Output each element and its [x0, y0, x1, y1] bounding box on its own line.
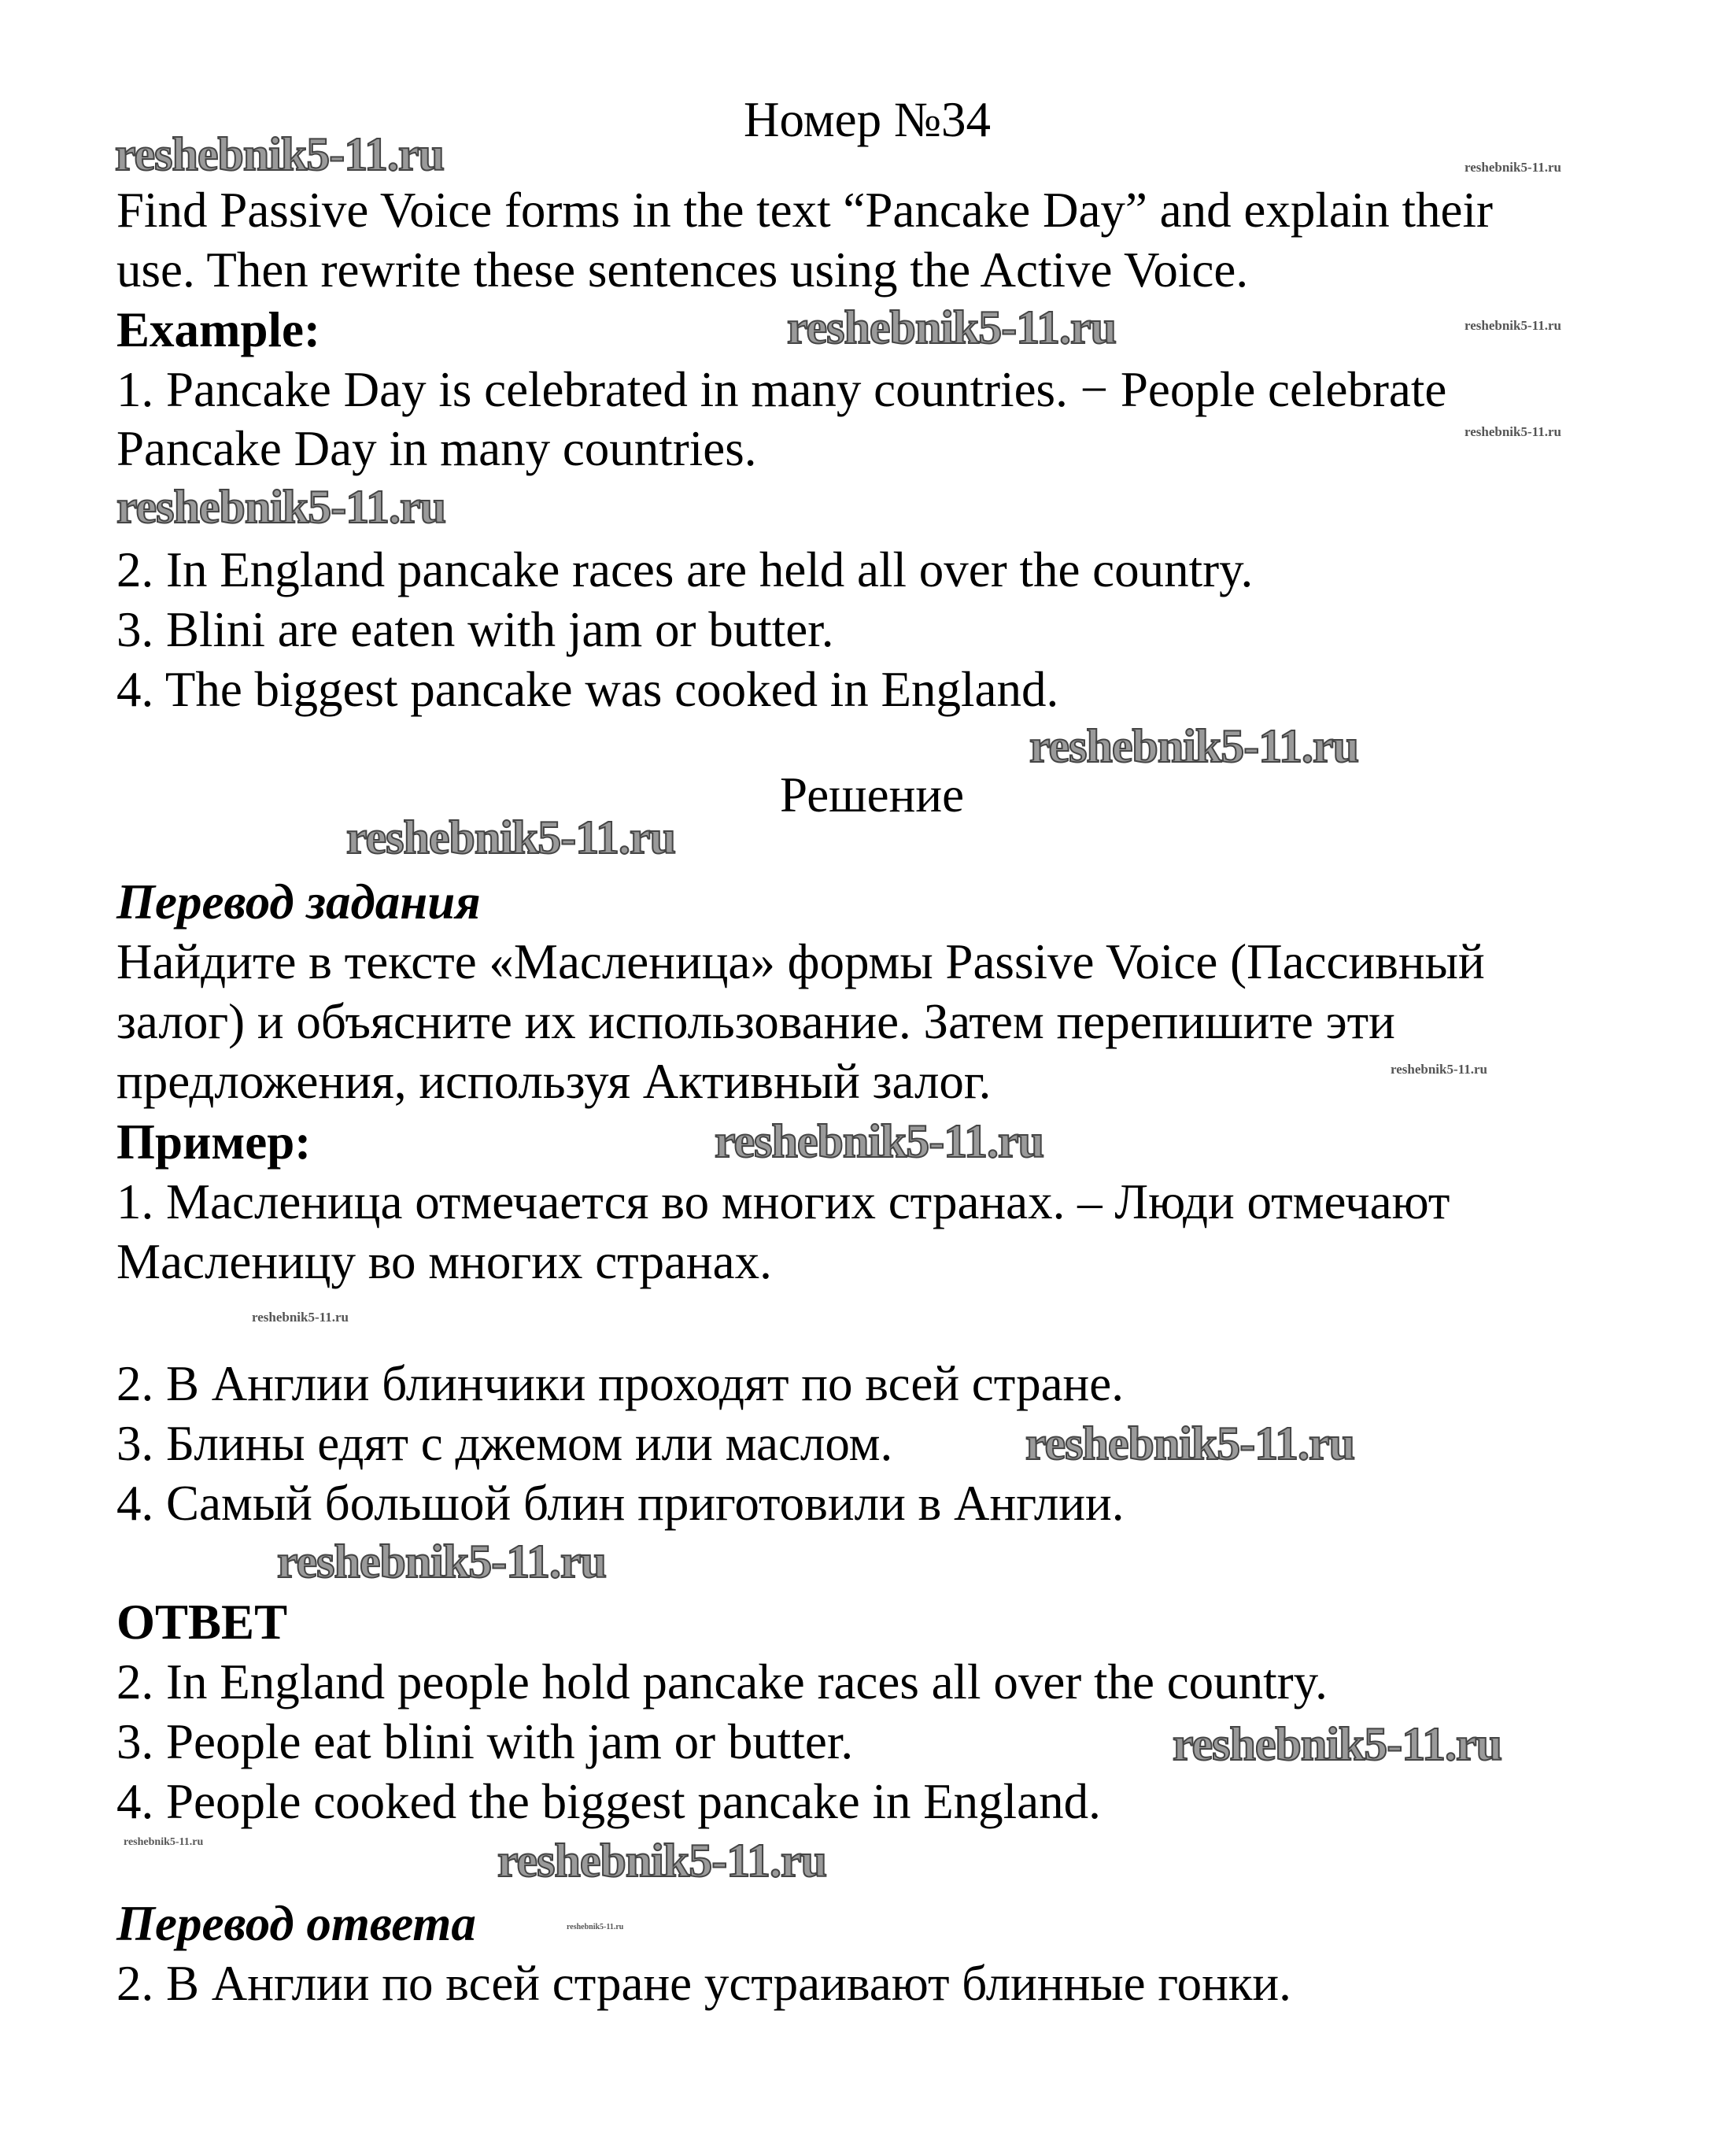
translation-sentence: 2. В Англии блинчики проходят по всей стране.: [116, 1356, 1124, 1411]
translation-example-text: Масленицу во многих странах.: [116, 1234, 772, 1289]
watermark: reshebnik5-11.ru: [715, 1115, 1043, 1167]
answer-line: 3. People eat blini with jam or butter.: [116, 1714, 854, 1769]
watermark-small: reshebnik5-11.ru: [1465, 160, 1561, 175]
answer-line: 2. In England people hold pancake races all over the country.: [116, 1654, 1328, 1709]
answer-line: 4. People cooked the biggest pancake in England.: [116, 1774, 1101, 1829]
translation-text: предложения, используя Активный залог.: [116, 1054, 992, 1109]
watermark: reshebnik5-11.ru: [1029, 720, 1358, 772]
watermark: reshebnik5-11.ru: [115, 128, 444, 180]
example-text: 1. Pancake Day is celebrated in many countries. − People celebrate: [116, 362, 1447, 417]
watermark: reshebnik5-11.ru: [346, 811, 675, 863]
watermark-small: reshebnik5-11.ru: [252, 1310, 349, 1325]
page-title: Номер №34: [744, 92, 991, 147]
watermark: reshebnik5-11.ru: [1173, 1718, 1501, 1770]
watermark-small: reshebnik5-11.ru: [1465, 424, 1561, 439]
watermark-small: reshebnik5-11.ru: [567, 1923, 624, 1931]
translation-example-text: 1. Масленица отмечается во многих странах. – Люди отмечают: [116, 1174, 1450, 1229]
task-text: use. Then rewrite these sentences using the Active Voice.: [116, 242, 1249, 298]
translation-example-label: Пример:: [116, 1114, 312, 1170]
answer-heading: ОТВЕТ: [116, 1595, 288, 1650]
watermark: reshebnik5-11.ru: [787, 301, 1116, 353]
example-text: Pancake Day in many countries.: [116, 421, 757, 476]
watermark-small: reshebnik5-11.ru: [1465, 318, 1561, 333]
translation-sentence: 3. Блины едят с джемом или маслом.: [116, 1416, 893, 1471]
task-sentence: 4. The biggest pancake was cooked in England.: [116, 662, 1059, 717]
watermark-small: reshebnik5-11.ru: [1391, 1062, 1487, 1077]
answer-translation-line: 2. В Англии по всей стране устраивают блинные гонки.: [116, 1956, 1291, 2011]
task-text: Find Passive Voice forms in the text “Pancake Day” and explain their: [116, 183, 1493, 238]
watermark: reshebnik5-11.ru: [1025, 1417, 1354, 1469]
task-sentence: 2. In England pancake races are held all over the country.: [116, 542, 1254, 597]
answer-translation-heading: Перевод ответа: [116, 1896, 476, 1951]
task-sentence: 3. Blini are eaten with jam or butter.: [116, 602, 834, 657]
translation-text: Найдите в тексте «Масленица» формы Passive Voice (Пассивный: [116, 934, 1485, 989]
solution-heading: Решение: [780, 767, 965, 822]
translation-sentence: 4. Самый большой блин приготовили в Англии.: [116, 1476, 1125, 1531]
watermark: reshebnik5-11.ru: [277, 1536, 606, 1587]
watermark-small: reshebnik5-11.ru: [124, 1836, 204, 1848]
watermark: reshebnik5-11.ru: [116, 481, 445, 533]
translation-heading: Перевод задания: [116, 874, 481, 930]
watermark: reshebnik5-11.ru: [497, 1835, 826, 1887]
translation-text: залог) и объясните их использование. Затем перепишите эти: [116, 994, 1395, 1049]
example-label: Example:: [116, 302, 320, 357]
